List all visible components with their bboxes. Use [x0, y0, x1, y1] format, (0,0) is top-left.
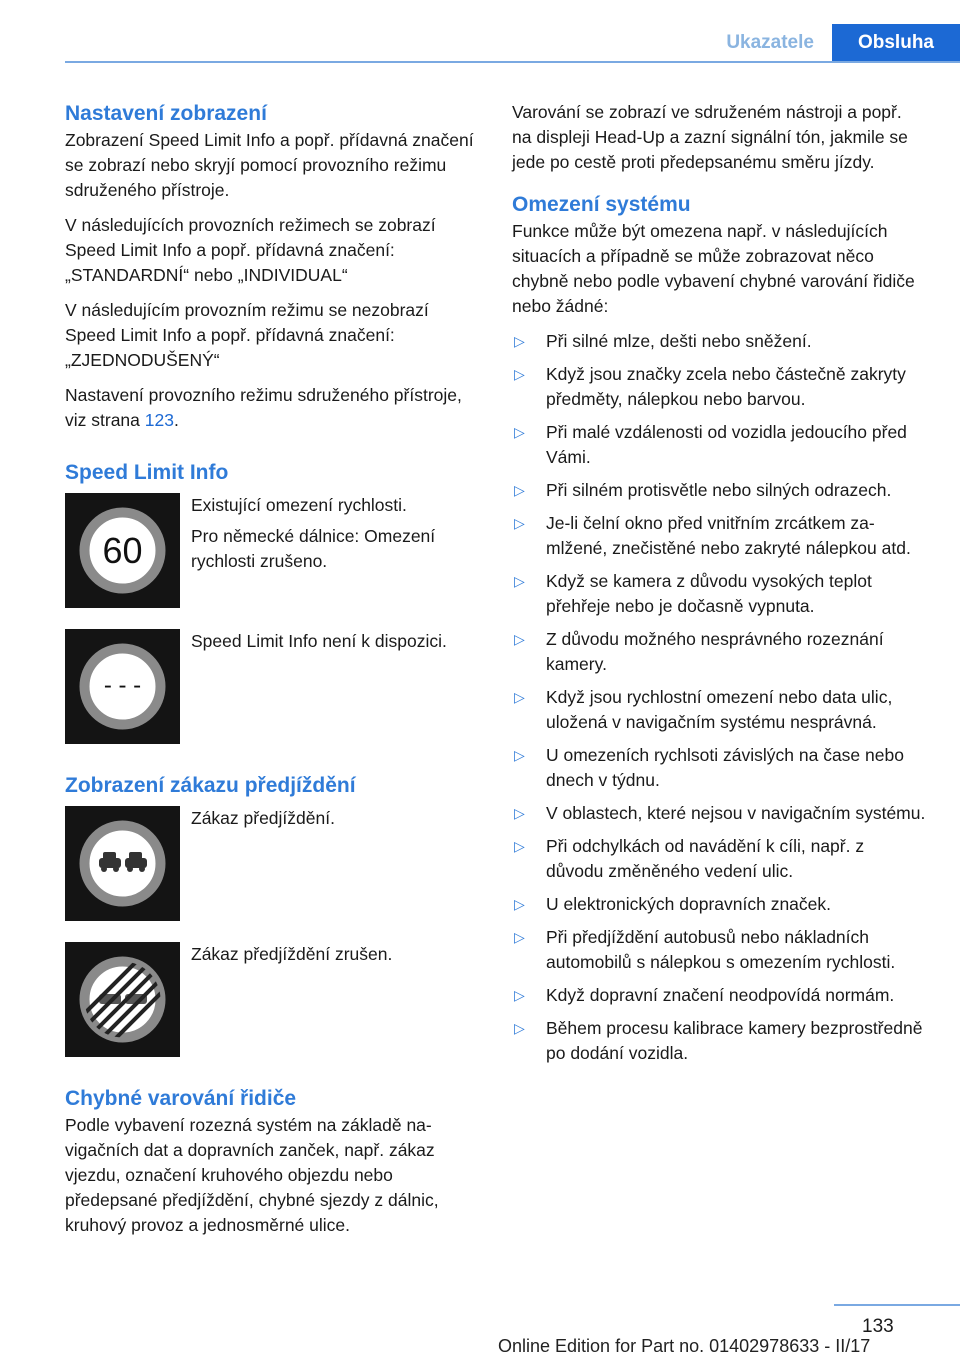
- no-overtaking-sign-image: [65, 806, 180, 921]
- list-item: ▷ U elektronických dopravních značek.: [512, 892, 926, 917]
- list-item: ▷ Při silné mlze, dešti nebo sněžení.: [512, 329, 926, 354]
- triangle-bullet-icon: ▷: [514, 838, 525, 854]
- paragraph-with-link: [65, 383, 479, 433]
- heading-overtaking: Zobrazení zákazu předjíždění: [65, 774, 356, 797]
- no-speed-info-icon: [65, 629, 180, 744]
- paragraph: V následujících provozních režimech se zobrazí Speed Limit Info a popř. přídavná značení: „STANDARDNÍ“ nebo „INDIVIDUAL“: [65, 215, 436, 285]
- list-item: ▷ Když se kamera z důvodu vysokých teplot přehřeje nebo je dočasně vypnuta.: [514, 571, 872, 616]
- list-item: ▷ V oblastech, které nejsou v navigačním systému.: [512, 801, 926, 826]
- sign-description: [191, 806, 335, 837]
- tab-ukazatele[interactable]: Ukazatele: [708, 24, 832, 62]
- sign-description: [191, 629, 447, 660]
- heading-chybne: Chybné varování řidiče: [65, 1087, 297, 1110]
- triangle-bullet-icon: ▷: [514, 1020, 525, 1036]
- paragraph: Zobrazení Speed Limit Info a popř. přídavná značení se zobrazí nebo skryjí pomocí provozního režimu sdruženého přístroje.: [65, 130, 474, 200]
- sign-description: [191, 942, 392, 973]
- paragraph: Varování se zobrazí ve sdruženém nástroji a popř. na displeji Head-Up a zazní signální tón, jakmile se jede po cestě proti předepsanému směru jízdy.: [512, 102, 908, 172]
- list-item: ▷ Při silném protisvětle nebo silných odrazech.: [512, 478, 926, 503]
- list-item: ▷ Během procesu kalibrace kamery bezprostředně po dodání vozidla.: [514, 1018, 923, 1063]
- page-number: 133: [862, 1316, 894, 1337]
- list-item: ▷ Je-li čelní okno před vnitřním zrcátkem zamlžené, znečistěné nebo zakryté nálepkou atd.: [514, 513, 911, 558]
- sign-symbol: - - -: [103, 672, 142, 699]
- paragraph: Existující omezení rychlosti.: [191, 495, 407, 515]
- paragraph: Pro německé dálnice: Omezení rychlosti zrušeno.: [191, 526, 436, 571]
- speed-limit-60-icon: [65, 493, 180, 608]
- list-item: ▷ Při předjíždění autobusů nebo nákladních automobilů s nálepkou s omezením rychlosti.: [514, 927, 896, 972]
- triangle-bullet-icon: ▷: [514, 573, 525, 589]
- triangle-bullet-icon: ▷: [514, 896, 525, 912]
- triangle-bullet-icon: ▷: [514, 515, 525, 531]
- triangle-bullet-icon: ▷: [514, 482, 525, 498]
- sign-row: [65, 942, 479, 1057]
- footer-divider: [834, 1304, 960, 1306]
- triangle-bullet-icon: ▷: [514, 987, 525, 1003]
- end-no-overtaking-icon: [65, 942, 180, 1057]
- triangle-bullet-icon: ▷: [514, 689, 525, 705]
- list-item: ▷ Když jsou rychlostní omezení nebo data ulic, uložená v navigačním systému nesprávná.: [514, 687, 893, 732]
- triangle-bullet-icon: ▷: [514, 424, 525, 440]
- paragraph: Zákaz předjíždění zrušen.: [191, 944, 393, 964]
- chapter-tabs: [708, 24, 960, 62]
- heading-speed-limit: Speed Limit Info: [65, 461, 229, 484]
- sign-description: [191, 493, 479, 580]
- sign-row: [65, 806, 479, 921]
- heading-omezeni: Omezení systému: [512, 193, 691, 216]
- speed-limit-sign-image: [65, 493, 180, 608]
- overtaking-end-sign-image: [65, 942, 180, 1057]
- sign-number: 60: [102, 530, 143, 571]
- left-column: [65, 100, 479, 1248]
- list-item: ▷ Když jsou značky zcela nebo částečně zakryty předměty, nálepkou nebo barvou.: [514, 364, 906, 409]
- list-item: ▷ Při malé vzdálenosti od vozidla jedoucího před Vámi.: [514, 422, 907, 467]
- no-overtaking-icon: [65, 806, 180, 921]
- page-link[interactable]: 123: [144, 410, 174, 430]
- triangle-bullet-icon: ▷: [514, 333, 525, 349]
- triangle-bullet-icon: ▷: [514, 747, 525, 763]
- heading-nastaveni: Nastavení zobrazení: [65, 102, 267, 125]
- paragraph: Speed Limit Info není k dispozici.: [191, 631, 447, 651]
- triangle-bullet-icon: ▷: [514, 631, 525, 647]
- sign-row: [65, 629, 479, 744]
- no-info-sign-image: [65, 629, 180, 744]
- list-item: ▷ Z důvodu možného nesprávného rozeznání kamery.: [514, 629, 884, 674]
- tab-obsluha[interactable]: Obsluha: [832, 24, 960, 62]
- triangle-bullet-icon: ▷: [514, 929, 525, 945]
- text: Nastavení provozního režimu sdruženého přístroje, viz strana: [65, 385, 462, 430]
- right-column: [512, 100, 926, 1074]
- paragraph: V následujícím provozním režimu se nezobrazí Speed Limit Info a popř. přídavná značení: „ZJEDNODUŠENÝ“: [65, 300, 429, 370]
- list-item: ▷ U omezeních rychlsoti závislých na čase nebo dnech v týdnu.: [514, 745, 904, 790]
- edition-note: Online Edition for Part no. 01402978633 - II/17: [498, 1336, 871, 1356]
- header-divider: [65, 61, 960, 63]
- limitations-list: [512, 329, 926, 1066]
- triangle-bullet-icon: ▷: [514, 805, 525, 821]
- list-item: ▷ Když dopravní značení neodpovídá normám.: [512, 983, 926, 1008]
- paragraph: Podle vybavení rozezná systém na základě navigačních dat a dopravních zanček, např. zákaz vjezdu, označení kruhového objezdu nebo předepsané předjíždění, chybné sjezdy z dálnic, kruhový provoz a jednosměrné ulice.: [65, 1115, 439, 1235]
- paragraph: Zákaz předjíždění.: [191, 808, 335, 828]
- triangle-bullet-icon: ▷: [514, 366, 525, 382]
- paragraph: Funkce může být omezena např. v následujících situacích a případně se může zobrazovat něco chybně nebo podle vybavení chybné varování řidiče nebo žádné:: [512, 221, 915, 316]
- sign-row: [65, 493, 479, 608]
- text: .: [173, 410, 179, 430]
- list-item: ▷ Při odchylkách od navádění k cíli, např. z důvodu změněného vedení ulic.: [514, 836, 865, 881]
